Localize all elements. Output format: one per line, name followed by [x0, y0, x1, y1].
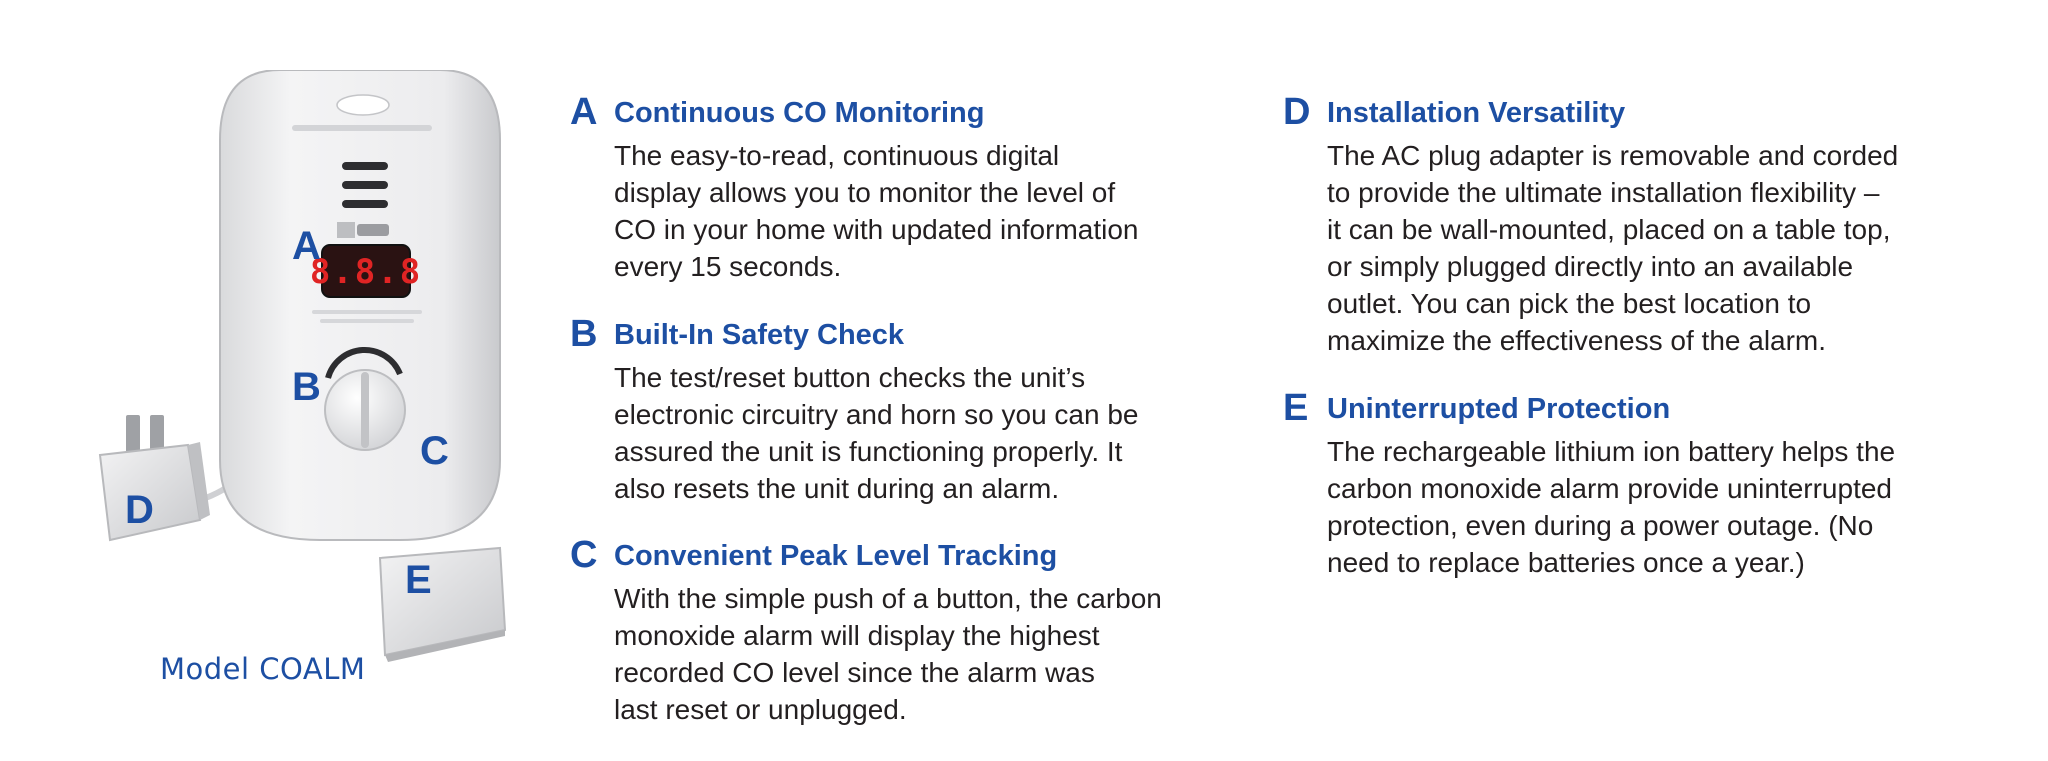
- feature-title: Installation Versatility: [1327, 97, 1626, 129]
- callout-d: D: [125, 488, 154, 532]
- ten-year-badge: [337, 222, 389, 238]
- feature-description: The rechargeable lithium ion battery helps the carbon monoxide alarm provide uninterrupted protection, even during a power outage. (No need to replace batteries once a year.): [1327, 436, 1896, 578]
- speaker-grille: [342, 162, 388, 208]
- callout-e: E: [405, 558, 432, 602]
- callout-c: C: [420, 429, 449, 473]
- battery-pack: [380, 548, 505, 662]
- feature-title: Convenient Peak Level Tracking: [614, 540, 1058, 572]
- feature-description: The easy-to-read, continuous digital display allows you to monitor the level of CO in your home with updated information every 15 seconds.: [614, 140, 1139, 282]
- feature-letter: D: [1283, 91, 1311, 133]
- feature-letter: B: [570, 313, 598, 355]
- callout-b: B: [292, 365, 321, 409]
- led-readout: 8.8.8: [309, 252, 423, 292]
- product-figure: [80, 70, 560, 710]
- model-label: Model COALM: [160, 652, 366, 686]
- feature-title: Built-In Safety Check: [614, 319, 905, 351]
- feature-description: With the simple push of a button, the carbon monoxide alarm will display the highest recorded CO level since the alarm was last reset or unplugged.: [614, 583, 1162, 725]
- feature-title: Uninterrupted Protection: [1327, 393, 1671, 425]
- callout-a: A: [292, 224, 321, 268]
- feature-description: The AC plug adapter is removable and corded to provide the ultimate installation flexibility – it can be wall-mounted, placed on a table top, or simply plugged directly into an available outlet. You can pick the best location to maximize the effectiveness of the alarm.: [1327, 140, 1899, 356]
- feature-letter: C: [570, 534, 598, 576]
- ac-plug-adapter: [100, 415, 210, 540]
- brand-logo: [337, 95, 389, 115]
- feature-letter: A: [570, 91, 598, 133]
- feature-letter: E: [1283, 387, 1309, 429]
- alarm-body: [220, 70, 500, 540]
- feature-description: The test/reset button checks the unit’s electronic circuitry and horn so you can be assured the unit is functioning properly. It also resets the unit during an alarm.: [614, 362, 1139, 504]
- feature-title: Continuous CO Monitoring: [614, 97, 985, 129]
